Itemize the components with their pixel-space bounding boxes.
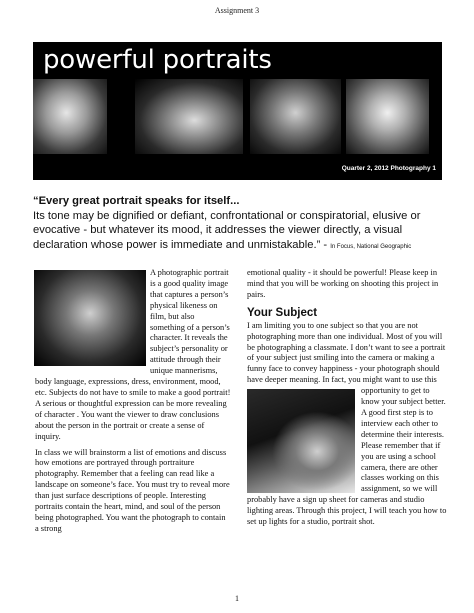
subject-paragraph-text-part: know your subject better. A good first step is to interview each other to determine their interests. Please remember that if you are using a school camera, there are other classes working on this assignment, so we will probably have a sign up sheet for cameras and studio lighting areas. Through this project, I will teach you how to set up lights for a studio, portrait shot. <box>247 397 447 527</box>
page-number: 1 <box>235 594 239 603</box>
quote-lead: “Every great portrait speaks for itself... <box>33 195 240 207</box>
right-column <box>247 268 447 533</box>
quarter-course-label: Quarter 2, 2012 Photography 1 <box>341 165 436 172</box>
portrait-photo-piano-girl <box>247 389 355 493</box>
title-banner <box>33 42 442 180</box>
section-heading-your-subject: Your Subject <box>247 306 318 319</box>
page-title: powerful portraits <box>43 45 272 75</box>
portrait-photo-fists-boy <box>250 79 341 154</box>
left-column <box>35 268 231 540</box>
portrait-photo-smiling-woman <box>33 79 107 154</box>
portrait-photo-hand-eye <box>34 270 146 366</box>
portrait-photo-reclining-girl <box>135 79 243 154</box>
pairs-paragraph: emotional quality - it should be powerful! Please keep in mind that you will be working on shooting this project in pairs. <box>247 268 439 299</box>
subject-paragraph-text-part: I am limiting you to one subject so that you are not photographing more than one individual. Most of you will be photographing a classmate. I don’t want to see a portrait of your subject just smiling into the camera or making a funny face to convey happiness - your photograph should have deeper meaning. In fact, you might want to use this opportunity to get to <box>247 320 446 396</box>
assignment-label: Assignment 3 <box>214 6 260 15</box>
subject-paragraph-text <box>247 321 446 526</box>
quote-body: Its tone may be dignified or defiant, confrontational or conspiratorial, elusive or evocative - but whatever its mood, it addresses the viewer directly, a visual declaration whose power is immediate and unmistakable.” - <box>33 209 421 251</box>
pull-quote <box>33 194 445 254</box>
portrait-photo-smiling-girl <box>346 79 429 154</box>
quote-citation: In Focus, National Geographic <box>330 243 412 250</box>
brainstorm-paragraph: In class we will brainstorm a list of emotions and discuss how emotions are portrayed through portraiture photography. Remember that a feeling can read like a landscape on someone’s face. You must try to reveal more than just surface descriptions of people. Interesting portraits contain the heart, mind, and soul of the person being photographed. You want the photograph to contain a strong <box>35 447 230 533</box>
subject-paragraph <box>247 321 447 528</box>
intro-paragraph: A photographic portrait is a good quality image that captures a person’s physical likeness on film, but also something of a person’s character. It reveals the subject’s personality or attitude through their unique mannerisms, body language, expressions, dress, environment, mood, etc. Subjects do not have to smile to make a good portrait! A serious or thoughtful expression can be more revealing of character . You want the viewer to draw conclusions about the person in the portrait or create a sense of inquiry. <box>35 268 231 441</box>
